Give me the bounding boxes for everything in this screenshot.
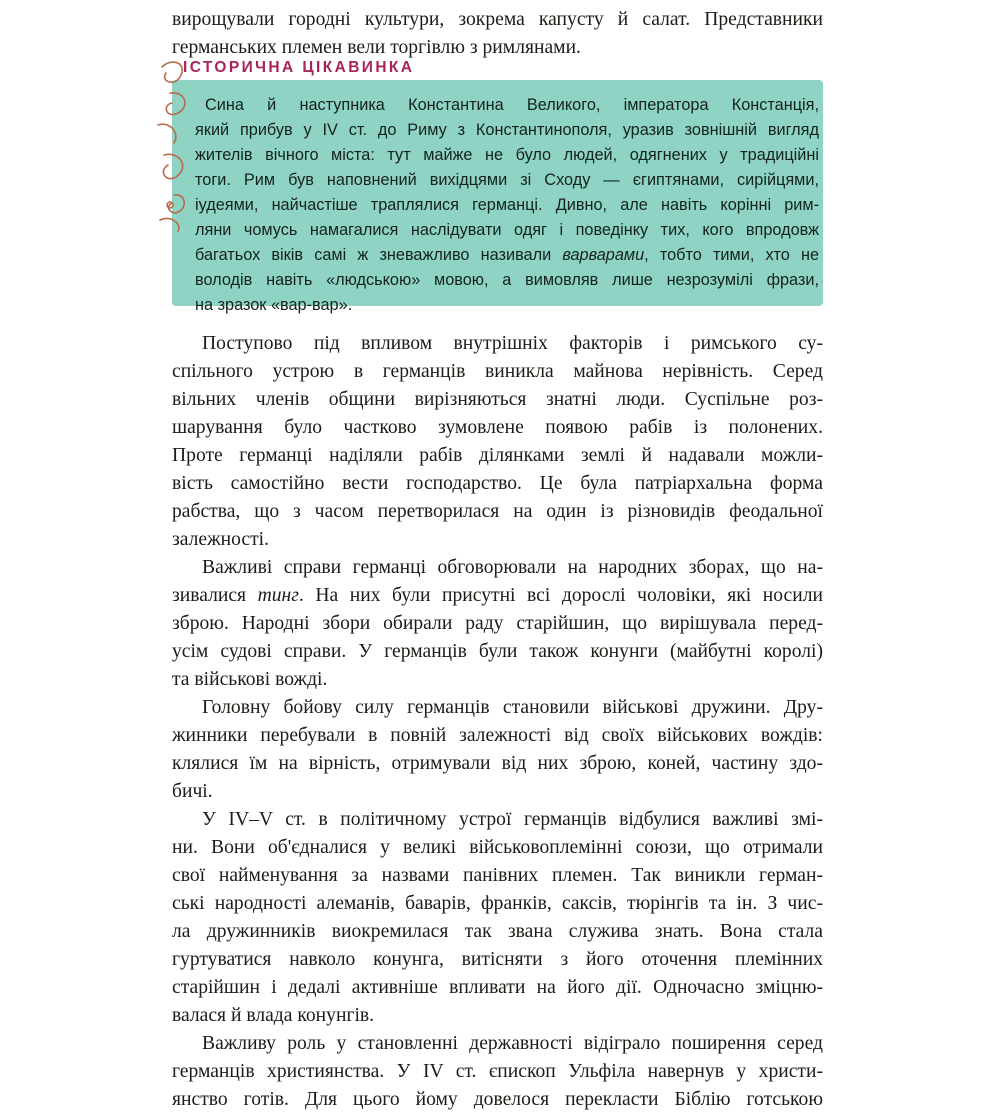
box-text-line: який прибув у IV ст. до Риму з Константинополя, уразив зовнішній вигляд bbox=[195, 121, 819, 139]
text-line: Поступово під впливом внутрішніх факторів і римського су- bbox=[202, 333, 823, 354]
box-text-line: володів навіть «людською» мовою, а вимовляв лише незрозумілі фрази, bbox=[195, 271, 819, 289]
text-line: спільного устрою в германців виникла майнова нерівність. Серед bbox=[172, 361, 823, 382]
text-line: шарування було частково зумовлене появою рабів із полонених. bbox=[172, 417, 823, 438]
box-text-line: ляни чомусь намагалися наслідувати одяг і поведінку тих, кого впродовж bbox=[195, 221, 819, 239]
text-line: ські народності алеманів, баварів, франків, саксів, тюрінгів та ін. З чис- bbox=[172, 893, 823, 914]
text-line: Головну бойову силу германців становили військові дружини. Дру- bbox=[202, 697, 823, 718]
text-line: та військові вожді. bbox=[172, 669, 328, 690]
text-line: валася й влада конунгів. bbox=[172, 1005, 375, 1026]
text-line: гуртуватися навколо конунга, витісняти з його оточення племінних bbox=[172, 949, 823, 970]
text-span: багатьох віків самі ж зневажливо називали bbox=[195, 246, 563, 264]
text-line: Важливі справи германці обговорювали на народних зборах, що на- bbox=[202, 557, 823, 578]
text-line: У IV–V ст. в політичному устрої германців відбулися важливі змі- bbox=[202, 809, 823, 830]
text-line: вість самостійно вести господарство. Це була патріархальна форма bbox=[172, 473, 823, 494]
text-line: зброю. Народні збори обирали раду старійшин, що вирішувала перед- bbox=[172, 613, 823, 634]
ornament-icon bbox=[150, 55, 200, 235]
text-line: германських племен вели торгівлю з римлянами. bbox=[172, 37, 581, 58]
text-line: янство готів. Для цього йому довелося перекласти Біблію готською bbox=[172, 1089, 823, 1110]
text-span: зивалися bbox=[172, 585, 258, 606]
box-text-line: на зразок «вар-вар». bbox=[195, 296, 353, 314]
text-line bbox=[172, 582, 823, 610]
text-line: свої найменування за назвами панівних племен. Так виникли герман- bbox=[172, 865, 823, 886]
italic-term: тинг bbox=[257, 585, 299, 606]
text-line: усім судові справи. У германців були також конунги (майбутні королі) bbox=[172, 641, 823, 662]
italic-term: варварами bbox=[562, 246, 645, 264]
text-line: жинники перебували в повній залежності від своїх військових вождів: bbox=[172, 725, 823, 746]
box-header: ІСТОРИЧНА ЦІКАВИНКА bbox=[183, 59, 415, 76]
text-line: старійшин і дедалі активніше впливати на його дії. Одночасно зміцню- bbox=[172, 977, 823, 998]
text-span: , тобто тими, хто не bbox=[644, 246, 819, 264]
text-line: ни. Вони об'єдналися у великі військовоплемінні союзи, що отримали bbox=[172, 837, 823, 858]
box-text-line: тоги. Рим був наповнений вихідцями зі Сходу — єгиптянами, сирійцями, bbox=[195, 171, 819, 189]
box-text-line bbox=[195, 242, 819, 268]
text-line: Важливу роль у становленні державності відіграло поширення серед bbox=[202, 1033, 823, 1054]
text-line: ла дружинників виокремилася так звана служива знать. Вона стала bbox=[172, 921, 823, 942]
text-line: вільних членів общини вирізняються знатні люди. Суспільне роз- bbox=[172, 389, 823, 410]
text-line: бичі. bbox=[172, 781, 213, 802]
text-line: вирощували городні культури, зокрема капусту й салат. Представники bbox=[172, 9, 823, 30]
text-span: . На них були присутні всі дорослі чоловіки, які носили bbox=[298, 585, 823, 606]
text-line: германців християнства. У IV ст. єпископ Ульфіла навернув у христи- bbox=[172, 1061, 823, 1082]
box-text-line: Сина й наступника Константина Великого, імператора Констанція, bbox=[205, 96, 819, 114]
text-line: клялися їм на вірність, отримували від них зброю, коней, частину здо- bbox=[172, 753, 823, 774]
box-text-line: жителів вічного міста: тут майже не було людей, одягнених у традиційні bbox=[195, 146, 819, 164]
text-line: рабства, що з часом перетворилася на один із різновидів феодальної bbox=[172, 501, 823, 522]
text-line: залежності. bbox=[172, 529, 269, 550]
text-line: Проте германці наділяли рабів ділянками землі й надавали можли- bbox=[172, 445, 823, 466]
box-text-line: іудеями, найчастіше траплялися германці. Дивно, але навіть корінні рим- bbox=[195, 196, 819, 214]
